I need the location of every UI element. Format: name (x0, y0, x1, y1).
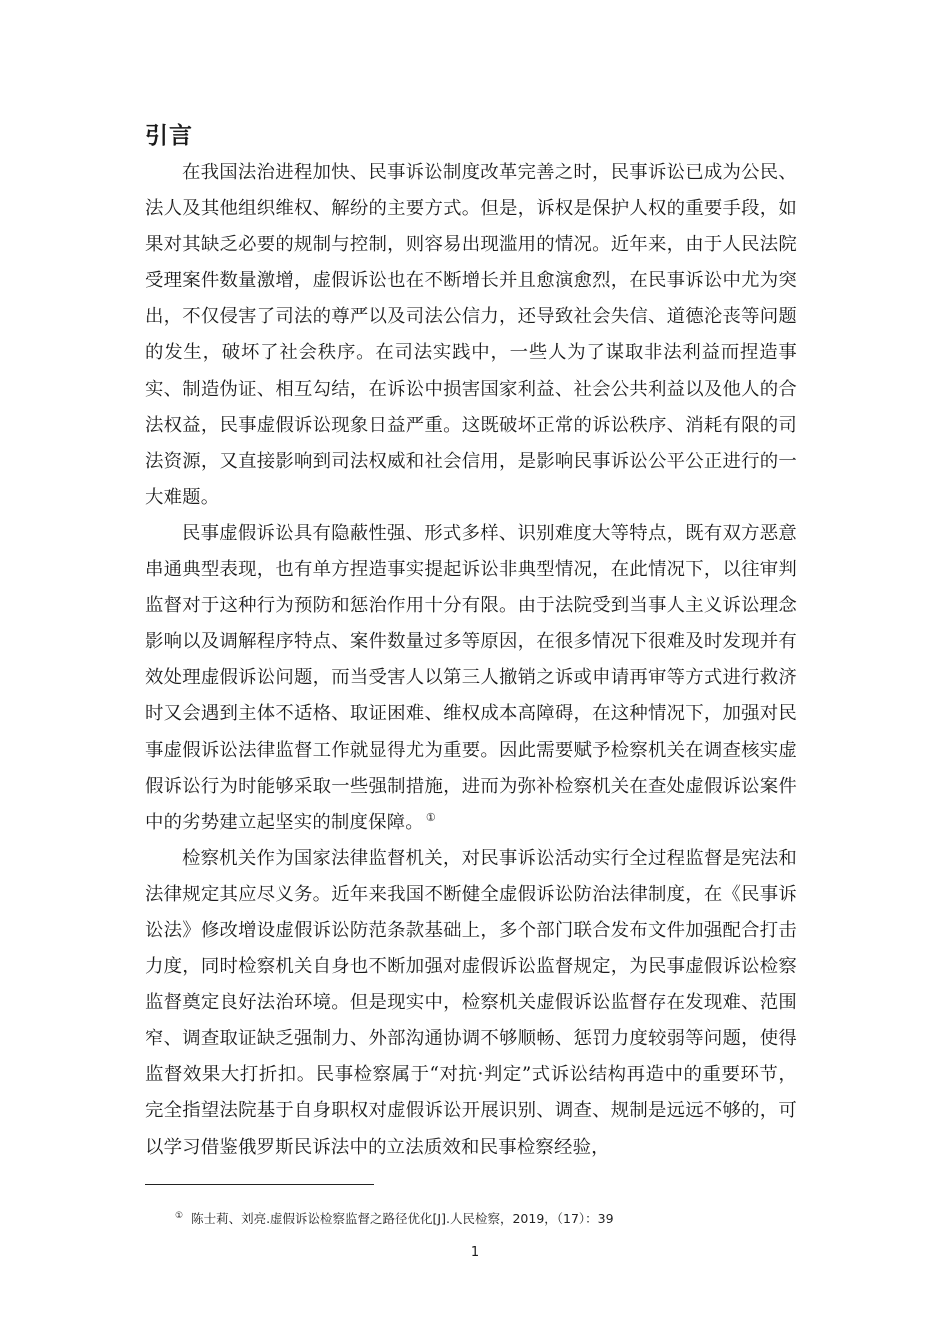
section-heading: 引言 (145, 123, 193, 149)
page-number: 1 (470, 1245, 480, 1260)
footnote-text: 陈士莉、刘亮.虚假诉讼检察监督之路径优化[J].人民检察，2019，（17）：39 (191, 1211, 614, 1226)
paragraph-1-text: 在我国法治进程加快、民事诉讼制度改革完善之时，民事诉讼已成为公民、法人及其他组织维权、解纷的主要方式。但是，诉权是保护人权的重要手段，如果对其缺乏必要的规制与控制，则容易出现滥用的情况。近年来，由于人民法院受理案件数量激增，虚假诉讼也在不断增长并且愈演愈烈，在民事诉讼中尤为突出，不仅侵害了司法的尊严以及司法公信力，还导致社会失信、道德沦丧等问题的发生，破坏了社会秩序。在司法实践中，一些人为了谋取非法利益而捏造事实、制造伪证、相互勾结，在诉讼中损害国家利益、社会公共利益以及他人的合法权益，民事虚假诉讼现象日益严重。这既破坏正常的诉讼秩序、消耗有限的司法资源，又直接影响到司法权威和社会信用，是影响民事诉讼公平公正进行的一大难题。 (145, 162, 797, 508)
paragraph-2-text: 民事虚假诉讼具有隐蔽性强、形式多样、识别难度大等特点，既有双方恶意串通典型表现，也有单方捏造事实提起诉讼非典型情况，在此情况下，以往审判监督对于这种行为预防和惩治作用十分有限。由于法院受到当事人主义诉讼理念影响以及调解程序特点、案件数量过多等原因，在很多情况下很难及时发现并有效处理虚假诉讼问题，而当受害人以第三人撤销之诉或申请再审等方式进行救济时又会遇到主体不适格、取证困难、维权成本高障碍，在这种情况下，加强对民事虚假诉讼法律监督工作就显得尤为重要。因此需要赋予检察机关在调查核实虚假诉讼行为时能够采取一些强制措施，进而为弥补检察机关在查处虚假诉讼案件中的劣势建立起坚实的制度保障。 (145, 522, 797, 833)
paragraph-1 (145, 155, 797, 516)
footnote-mark: ① (175, 1210, 184, 1221)
footnote-reference[interactable]: ① (425, 810, 436, 824)
body-text (145, 155, 797, 1166)
paragraph-3 (145, 841, 797, 1166)
paragraph-2 (145, 516, 797, 841)
footnote-separator (145, 1184, 374, 1185)
footnote (175, 1209, 614, 1227)
paragraph-3-text: 检察机关作为国家法律监督机关，对民事诉讼活动实行全过程监督是宪法和法律规定其应尽义务。近年来我国不断健全虚假诉讼防治法律制度，在《民事诉讼法》修改增设虚假诉讼防范条款基础上，多个部门联合发布文件加强配合打击力度，同时检察机关自身也不断加强对虚假诉讼监督规定，为民事虚假诉讼检察监督奠定良好法治环境。但是现实中，检察机关虚假诉讼监督存在发现难、范围窄、调查取证缺乏强制力、外部沟通协调不够顺畅、惩罚力度较弱等问题，使得监督效果大打折扣。民事检察属于“对抗·判定”式诉讼结构再造中的重要环节，完全指望法院基于自身职权对虚假诉讼开展识别、调查、规制是远远不够的，可以学习借鉴俄罗斯民诉法中的立法质效和民事检察经验， (145, 847, 797, 1158)
